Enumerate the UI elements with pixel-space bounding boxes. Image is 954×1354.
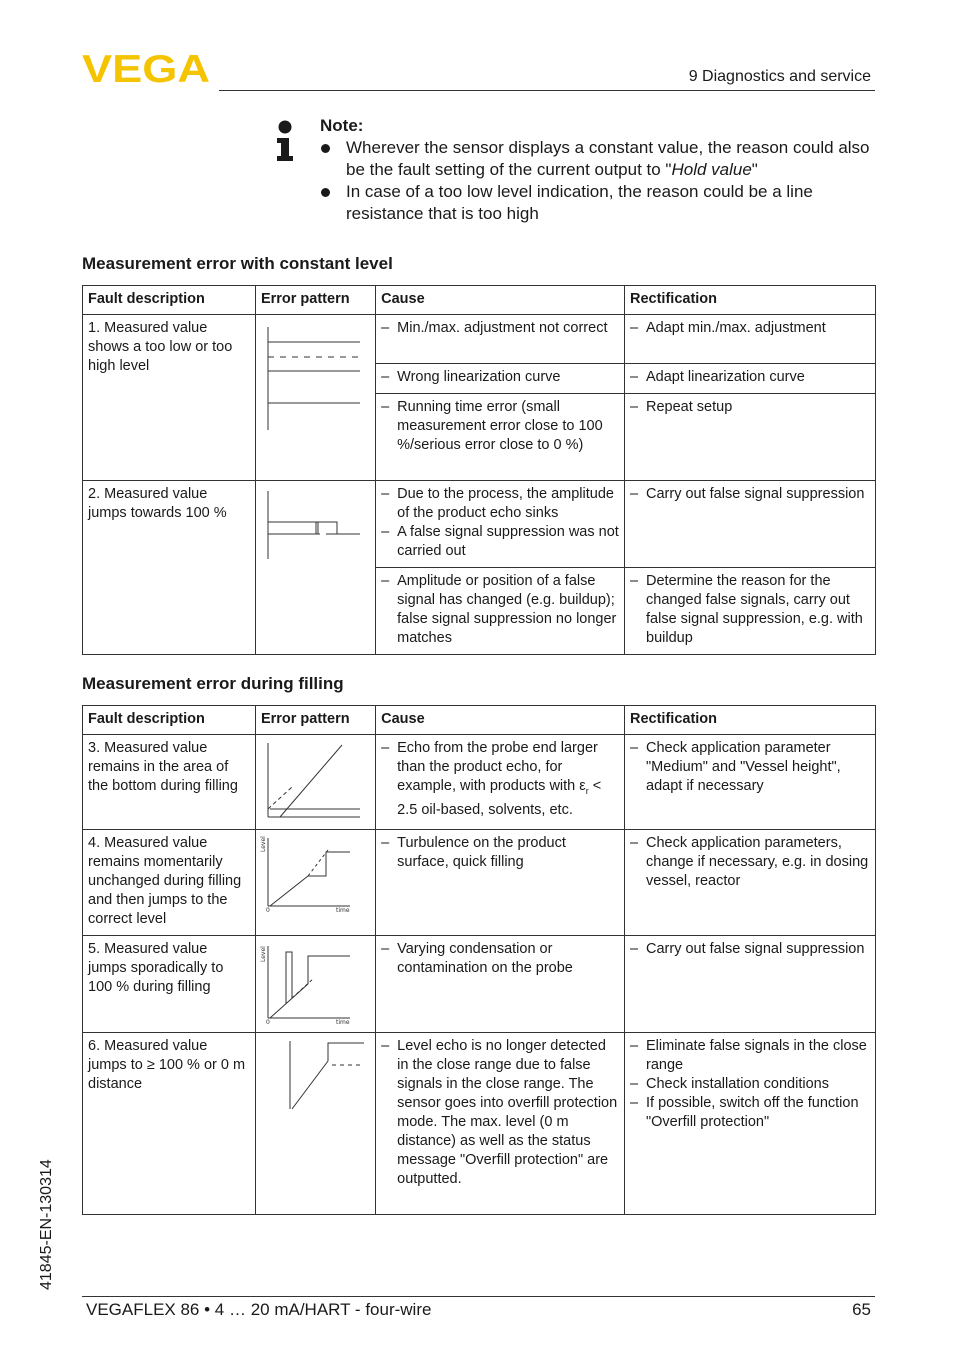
filling-error-table — [82, 705, 876, 1215]
table-row — [83, 936, 876, 1033]
cause-cell: – Echo from the probe end larger than the product echo, for example, with products with $\varepsilon_r < 2.5$ oil-based, solvents, etc. — [376, 735, 625, 830]
note-item: In case of a too low level indication, the reason could be a line resistance that is too high — [320, 181, 880, 225]
table-header-row — [83, 286, 876, 315]
rectification-cell: – Check application parameters, change if necessary, e.g. in dosing vessel, reactor — [625, 830, 876, 936]
header-rule — [219, 90, 875, 91]
info-icon — [274, 120, 296, 162]
rectification-cell: – Eliminate false signals in the close range – Check installation conditions – If possible, switch off the function "Overfill protection" — [625, 1033, 876, 1215]
table-row — [83, 481, 876, 568]
error-pattern-overfill-graph — [256, 1033, 380, 1215]
error-pattern-cell — [255, 735, 375, 830]
svg-text:time: time — [335, 907, 350, 914]
error-pattern-cell — [255, 1033, 375, 1215]
error-pattern-cell — [255, 936, 375, 1033]
note-title: Note: — [320, 116, 364, 135]
error-pattern-cell — [255, 315, 375, 481]
error-pattern-cell — [255, 830, 375, 936]
error-pattern-offset-graph — [256, 315, 380, 481]
col-error-pattern: Error pattern — [255, 706, 375, 735]
cause-cell: – Varying condensation or contamination on the probe — [376, 936, 625, 1033]
section-heading: 9 Diagnostics and service — [688, 68, 871, 85]
table-row — [83, 1033, 876, 1215]
footer-title: VEGAFLEX 86 • 4 … 20 mA/HART - four-wire — [86, 1300, 432, 1319]
cause-cell: – Amplitude or position of a false signal has changed (e.g. buildup); false signal suppression no longer matches — [376, 568, 625, 655]
cause-cell: – Turbulence on the product surface, quick filling — [376, 830, 625, 936]
rectification-cell: – Repeat setup — [625, 394, 876, 481]
error-pattern-sporadic-graph — [256, 936, 380, 1033]
rectification-cell: – Carry out false signal suppression — [625, 936, 876, 1033]
cause-cell: – Due to the process, the amplitude of the product echo sinks – A false signal suppression was not carried out — [376, 481, 625, 568]
col-rectification: Rectification — [625, 706, 876, 735]
col-cause: Cause — [376, 706, 625, 735]
rectification-cell: – Determine the reason for the changed false signals, carry out false signal suppression, e.g. with buildup — [625, 568, 876, 655]
fault-description: 5. Measured value jumps sporadically to 100 % during filling — [83, 936, 256, 1033]
error-pattern-delay-graph — [256, 830, 380, 936]
note-list — [320, 137, 880, 225]
col-rectification: Rectification — [625, 286, 876, 315]
rectification-cell: – Adapt linearization curve — [625, 364, 876, 394]
error-pattern-bottom-graph — [256, 735, 380, 830]
rectification-cell: – Check application parameter "Medium" and "Vessel height", adapt if necessary — [625, 735, 876, 830]
table-row — [83, 315, 876, 364]
svg-text:Level: Level — [259, 946, 267, 962]
table-row — [83, 830, 876, 936]
rectification-cell: – Adapt min./max. adjustment — [625, 315, 876, 364]
cause-cell: – Running time error (small measurement error close to 100 %/serious error close to 0 %) — [376, 394, 625, 481]
table2-title: Measurement error during filling — [82, 674, 344, 693]
constant-level-table — [82, 285, 876, 655]
col-fault-description: Fault description — [83, 706, 256, 735]
fault-description: 6. Measured value jumps to ≥ 100 % or 0 m distance — [83, 1033, 256, 1215]
svg-text:time: time — [335, 1019, 350, 1026]
vega-logo — [82, 52, 212, 84]
svg-text:0: 0 — [265, 907, 270, 914]
fault-description: 1. Measured value shows a too low or too high level — [83, 315, 256, 481]
svg-text:0: 0 — [265, 1019, 270, 1026]
svg-text:VEGA: VEGA — [82, 52, 210, 84]
table1-title: Measurement error with constant level — [82, 254, 393, 273]
fault-description: 2. Measured value jumps towards 100 % — [83, 481, 256, 655]
table-header-row — [83, 706, 876, 735]
col-cause: Cause — [376, 286, 625, 315]
error-pattern-cell — [255, 481, 375, 655]
cause-cell: – Wrong linearization curve — [376, 364, 625, 394]
svg-text:Level: Level — [259, 836, 267, 852]
fault-description: 3. Measured value remains in the area of the bottom during filling — [83, 735, 256, 830]
note-box — [320, 115, 880, 225]
col-fault-description: Fault description — [83, 286, 256, 315]
note-item: Wherever the sensor displays a constant value, the reason could also be the fault setting of the current output to "Hold value" — [320, 137, 880, 181]
rectification-cell: – Carry out false signal suppression — [625, 481, 876, 568]
table-row — [83, 735, 876, 830]
page-number: 65 — [852, 1300, 871, 1319]
col-error-pattern: Error pattern — [255, 286, 375, 315]
document-code: 41845-EN-130314 — [38, 1159, 55, 1290]
cause-cell: – Min./max. adjustment not correct — [376, 315, 625, 364]
error-pattern-jump-graph — [256, 481, 380, 654]
fault-description: 4. Measured value remains momentarily unchanged during filling and then jumps to the correct level — [83, 830, 256, 936]
cause-cell: – Level echo is no longer detected in the close range due to false signals in the close range. The sensor goes into overfill protection mode. The max. level (0 m distance) as well as the status message "Overfill protection" are outputted. — [376, 1033, 625, 1215]
footer-rule — [82, 1296, 875, 1297]
